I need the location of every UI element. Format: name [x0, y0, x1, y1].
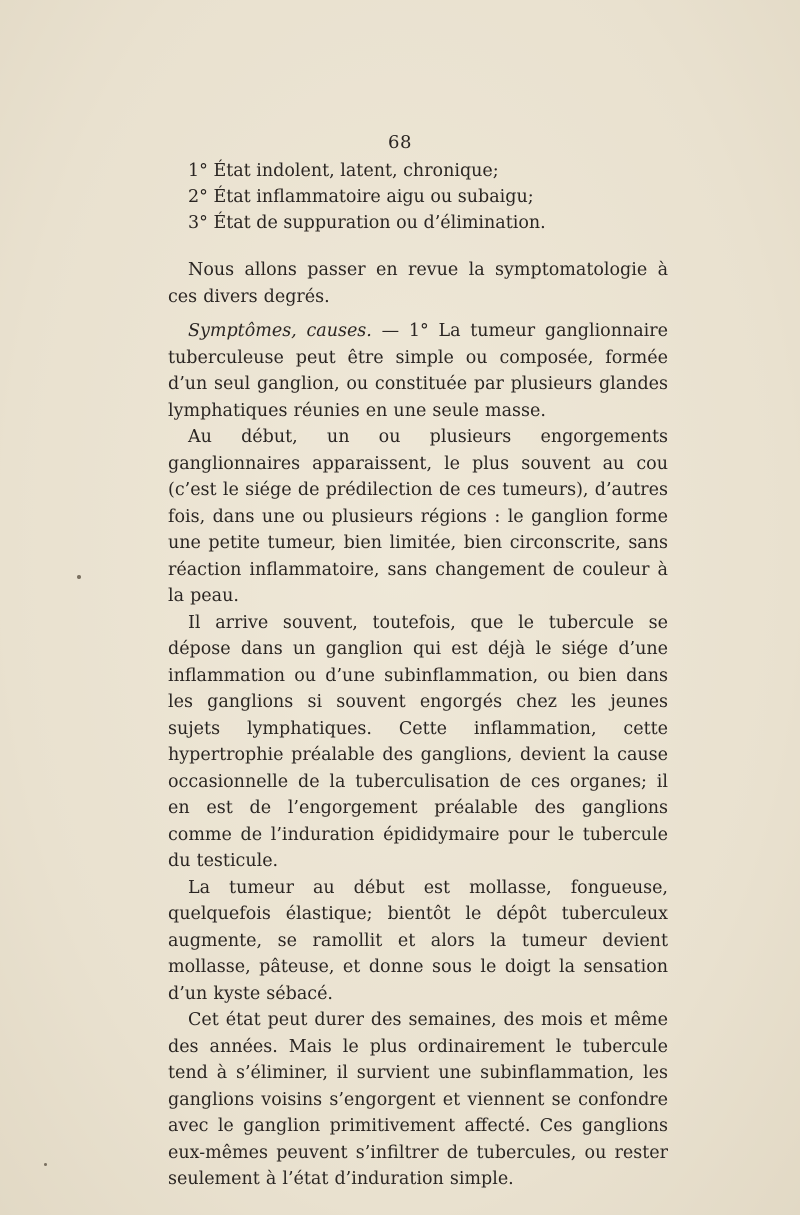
paper-speck: [77, 575, 81, 579]
paragraph: Au début, un ou plusieurs engorgements ganglionnaires apparaissent, le plus souvent au cou (c’est le siége de prédilection de ces tumeurs), d’autres fois, dans une ou plusieurs régions : le ganglion forme une petite tumeur, bien limitée, bien circonscrite, sans réaction inflammatoire, sans changement de couleur à la peau.: [168, 427, 668, 606]
paragraph: [168, 318, 668, 424]
intro-block: [168, 257, 668, 310]
enumerated-list: [188, 158, 708, 236]
intro-paragraph: Nous allons passer en revue la symptomatologie à ces divers degrés.: [168, 260, 668, 307]
list-item: 2° État inflammatoire aigu ou subaigu;: [188, 187, 534, 207]
page-number: 68: [388, 132, 412, 153]
section-heading: Symptômes, causes.: [188, 321, 372, 341]
paragraph-text: — 1° La tumeur ganglionnaire tuberculeuse peut être simple ou composée, formée d’un seul ganglion, ou constituée par plusieurs glandes lymphatiques réunies en une seule masse.: [168, 321, 668, 421]
paper-speck: [44, 1163, 47, 1166]
body-text: [168, 318, 668, 1193]
paragraph: Il arrive souvent, toutefois, que le tubercule se dépose dans un ganglion qui est déjà le siége d’une inflammation ou d’une subinflammation, ou bien dans les ganglions si souvent engorgés chez les jeunes sujets lymphatiques. Cette inflammation, cette hypertrophie préalable des ganglions, devient la cause occasionnelle de la tuberculisation de ces organes; il en est de l’engorgement préalable des ganglions comme de l’induration épididymaire pour le tubercule du testicule.: [168, 612, 668, 871]
list-item: 3° État de suppuration ou d’élimination.: [188, 213, 546, 233]
list-item: 1° État indolent, latent, chronique;: [188, 161, 499, 181]
paragraph: La tumeur au début est mollasse, fongueuse, quelquefois élastique; bientôt le dépôt tuberculeux augmente, se ramollit et alors la tumeur devient mollasse, pâteuse, et donne sous le doigt la sensation d’un kyste sébacé.: [168, 877, 668, 1004]
paragraph: Cet état peut durer des semaines, des mois et même des années. Mais le plus ordinairement le tubercule tend à s’éliminer, il survient une subinflammation, les ganglions voisins s’engorgent et viennent se confondre avec le ganglion primitivement affecté. Ces ganglions eux-mêmes peuvent s’infiltrer de tubercules, ou rester seulement à l’état d’induration simple.: [168, 1010, 668, 1189]
